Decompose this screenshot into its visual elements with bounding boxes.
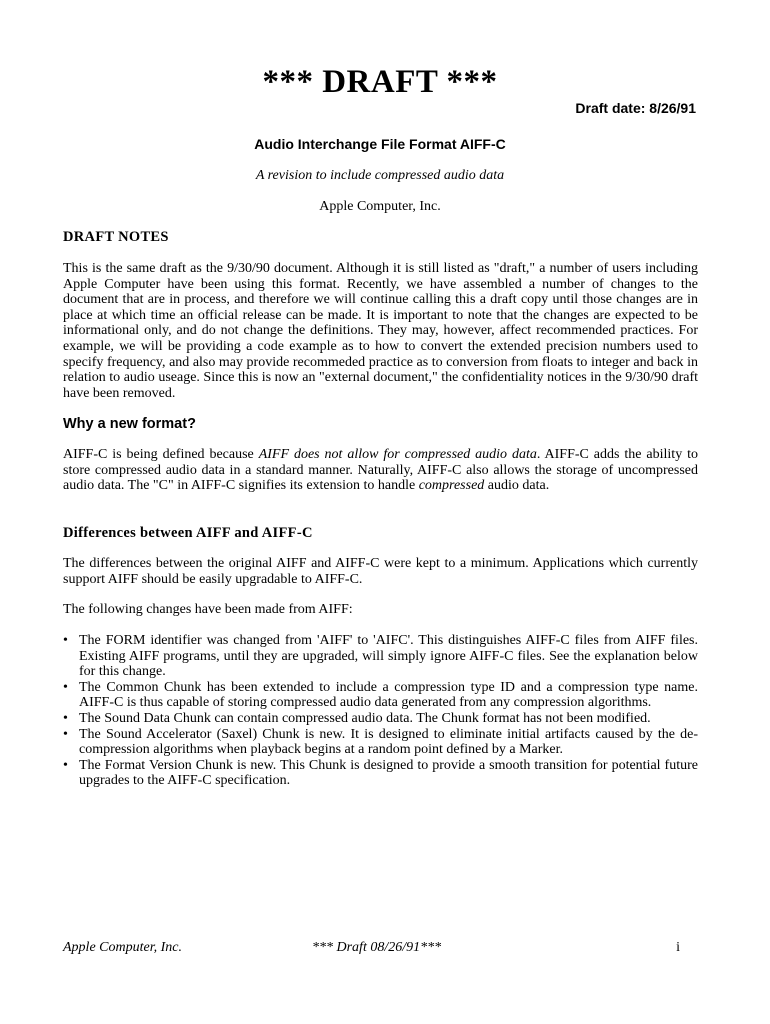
draft-date: Draft date: 8/26/91 bbox=[575, 100, 696, 116]
list-item-text: The Sound Data Chunk can contain compressed audio data. The Chunk format has not been modified. bbox=[79, 710, 651, 726]
differences-intro: The differences between the original AIFF and AIFF-C were kept to a minimum. Applications which currently support AIFF should be easily upgradable to AIFF-C. bbox=[63, 556, 698, 587]
list-item-text: The FORM identifier was changed from 'AIFF' to 'AIFC'. This distinguishes AIFF-C files from AIFF files. Existing AIFF programs, until they are upgraded, will simply ignore AIFF-C files. See the explanation below for this change. bbox=[79, 633, 698, 680]
bullet-icon: • bbox=[63, 726, 68, 742]
changes-list-intro: The following changes have been made from AIFF: bbox=[63, 602, 353, 617]
list-item-text: The Common Chunk has been extended to include a compression type ID and a compression type name. AIFF-C is thus capable of storing compressed audio data generated from any compression algorithms. bbox=[79, 679, 698, 711]
footer-draft-label: *** Draft 08/26/91*** bbox=[312, 940, 442, 955]
list-item-text: The Format Version Chunk is new. This Chunk is designed to provide a smooth transition for potential future upgrades to the AIFF-C specification. bbox=[79, 757, 698, 789]
why-body-emphasis-compressed: compressed bbox=[418, 478, 485, 494]
organization-name: Apple Computer, Inc. bbox=[319, 199, 441, 214]
why-body-middle: . AIFF-C adds the ability to store compressed audio data in a standard manner. Naturally, AIFF-C also allows the storage of uncompressed audio data. The "C" in AIFF-C signifies its extension to handle bbox=[63, 447, 699, 494]
bullet-icon: • bbox=[63, 679, 68, 695]
why-body-start: AIFF-C is being defined because bbox=[63, 447, 259, 462]
bullet-icon: • bbox=[63, 633, 68, 648]
document-subtitle: A revision to include compressed audio data bbox=[255, 168, 505, 183]
why-new-format-body bbox=[63, 447, 698, 494]
footer-company: Apple Computer, Inc. bbox=[63, 940, 182, 955]
list-item bbox=[63, 633, 698, 680]
list-item bbox=[63, 727, 698, 758]
draft-notes-heading: DRAFT NOTES bbox=[63, 229, 169, 245]
why-body-emphasis: AIFF does not allow for compressed audio data bbox=[258, 447, 537, 462]
list-item bbox=[63, 711, 698, 727]
list-item bbox=[63, 680, 698, 711]
draft-banner: *** DRAFT *** bbox=[262, 64, 498, 100]
changes-list bbox=[63, 633, 698, 789]
document-title: Audio Interchange File Format AIFF-C bbox=[254, 136, 506, 152]
page-number: i bbox=[676, 940, 680, 955]
bullet-icon: • bbox=[63, 710, 68, 726]
why-body-end: audio data. bbox=[484, 478, 550, 494]
differences-heading: Differences between AIFF and AIFF-C bbox=[63, 525, 313, 541]
draft-notes-body: This is the same draft as the 9/30/90 document. Although it is still listed as "draft," a number of users including Apple Computer have been using this format. Recently, we have assembled a number of changes to the document that are in process, and therefore we will continue calling this a draft copy until those changes are in place at which time an official release can be made. It is important to note that the changes are expected to be informational only, and do not change the definitions. They may, however, affect recommended practices. For example, we will be providing a code example as to how to convert the extended precision numbers used to specify frequency, and also may provide recommeded practice as to conversion from floats to integer and back in relation to audio useage. Since this is now an "external document," the confidentiality notices in the 9/30/90 draft have been removed. bbox=[63, 261, 698, 401]
list-item-text: The Sound Accelerator (Saxel) Chunk is new. It is designed to eliminate initial artifacts caused by the de-compression algorithms when playback begins at a random point defined by a Marker. bbox=[79, 726, 698, 758]
why-new-format-heading: Why a new format? bbox=[63, 416, 196, 432]
list-item bbox=[63, 758, 698, 789]
bullet-icon: • bbox=[63, 757, 68, 773]
